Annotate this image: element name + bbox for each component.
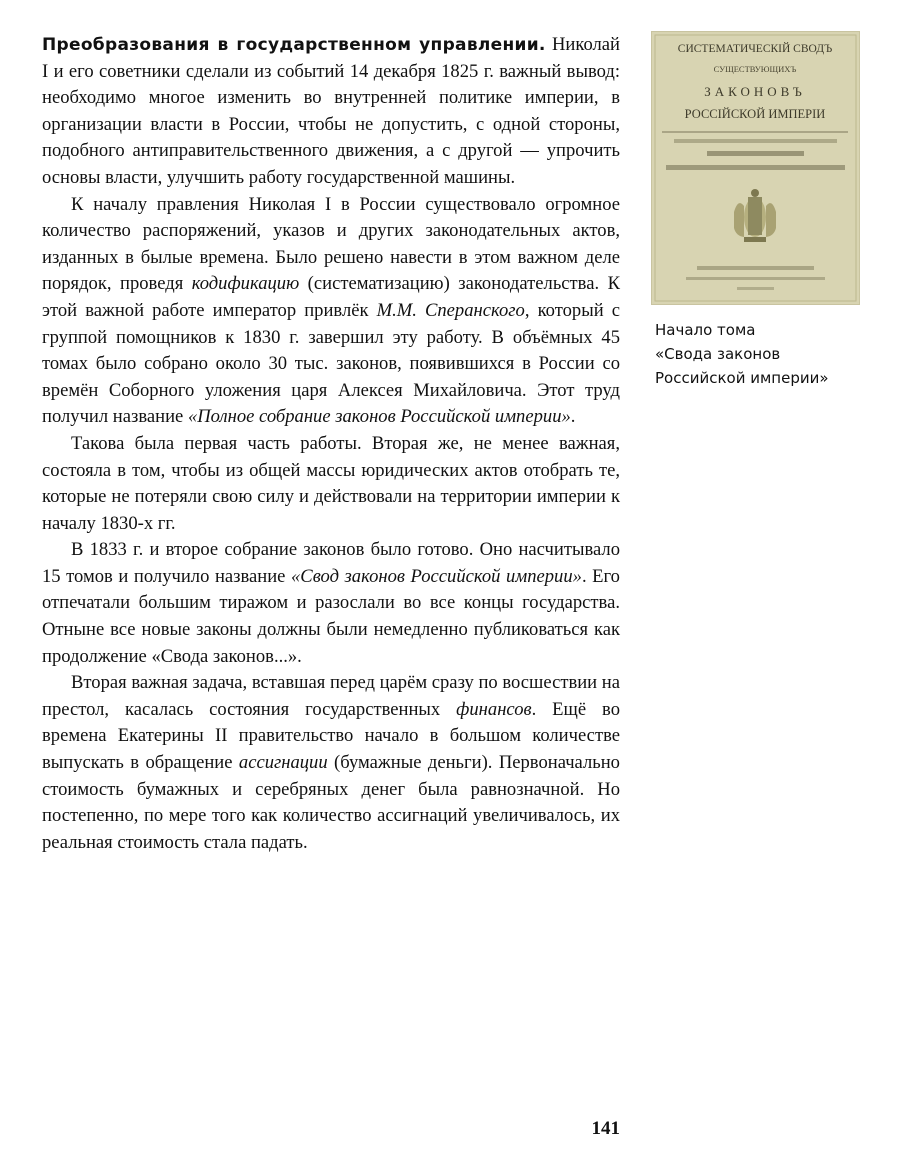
paragraph-5-text-c: (бумажные деньги). Первоначально стоимость бумажных и серебряных денег была равнозначной. Но постепенно, по мере того как количество ассигнаций увеличивалось, их реальная стоимость стала падать.: [42, 752, 620, 853]
paragraph-5-text-b: . Ещё во времена Екатерины II правительство начало в большом количестве выпускать в обращение: [42, 698, 620, 774]
title-line-1: СИСТЕМАТИЧЕСКІЙ СВОДЪ: [677, 43, 833, 55]
paragraph-5-text-a: Вторая важная задача, вставшая перед царём сразу по восшествии на престол, касалась состояния государственных: [42, 672, 620, 720]
paragraph-4-text-b: . Его отпечатали большим тиражом и разослали во все концы государства. Отныне все новые законы должны были немедленно публиковаться как продолжение «Свода законов...».: [42, 565, 620, 667]
paragraph-5: [42, 670, 620, 856]
term-finances: финансов: [456, 698, 532, 720]
paragraph-2-text-d: .: [570, 406, 576, 428]
paragraph-2-text-c: , который с группой помощников к 1830 г. завершил эту работу. В объёмных 45 томах было собрано около 30 тыс. законов, появившихся в России со времён Соборного уложения царя Алексея Михайловича. Этот труд получил название: [42, 299, 620, 428]
title-page-illustration: [652, 32, 859, 304]
paragraph-1: [42, 32, 620, 192]
paragraph-2-text-a: К началу правления Николая I в России существовало огромное количество распоряжений, указов и других законодательных актов, изданных в былые времена. Было решено навести в этом важном деле порядок, проведя: [42, 193, 620, 295]
title-complete-collection: «Полное собрание законов Российской империи»: [187, 406, 571, 428]
title-line-3: ЗАКОНОВЪ: [704, 84, 806, 99]
book-title-page-image: [651, 31, 860, 305]
caption-line-2: «Свода законов: [655, 345, 781, 363]
term-assignats: ассигнации: [238, 752, 328, 774]
figure-caption: [655, 318, 895, 390]
title-line-2: СУЩЕСТВУЮЩИХЪ: [713, 64, 797, 74]
title-line-4: РОССІЙСКОЙ ИМПЕРІИ: [684, 107, 826, 121]
main-text: [42, 32, 620, 856]
caption-line-3: Российской империи»: [655, 369, 829, 387]
paragraph-2: [42, 192, 620, 431]
paragraph-4-text-a: В 1833 г. и второе собрание законов было готово. Оно насчитывало 15 томов и получило название: [42, 539, 620, 587]
caption-line-1: Начало тома: [655, 321, 756, 339]
title-code-of-laws: «Свод законов Российской империи»: [291, 565, 582, 587]
paragraph-4: [42, 537, 620, 670]
paragraph-1-text: Николай I и его советники сделали из событий 14 декабря 1825 г. важный вывод: необходимо многое изменить во внутренней политике империи, в организации власти в России, чтобы не допустить, с одной стороны, подобного антиправительственного движения, а с другой — упрочить основы власти, улучшить работу государственной машины.: [42, 34, 620, 188]
paragraph-2-text-b: (систематизацию) законодательства. К этой важной работе император привлёк: [42, 273, 620, 321]
paragraph-3: Такова была первая часть работы. Вторая же, не менее важная, состояла в том, чтобы из общей массы юридических актов отобрать те, которые не потеряли свою силу и действовали на территории империи к началу 1830-х гг.: [42, 432, 620, 534]
section-heading: Преобразования в государственном управлении.: [42, 35, 546, 55]
name-speransky: М.М. Сперанского: [376, 299, 525, 321]
page-number: 141: [591, 1118, 620, 1139]
term-codification: кодификацию: [191, 273, 300, 295]
